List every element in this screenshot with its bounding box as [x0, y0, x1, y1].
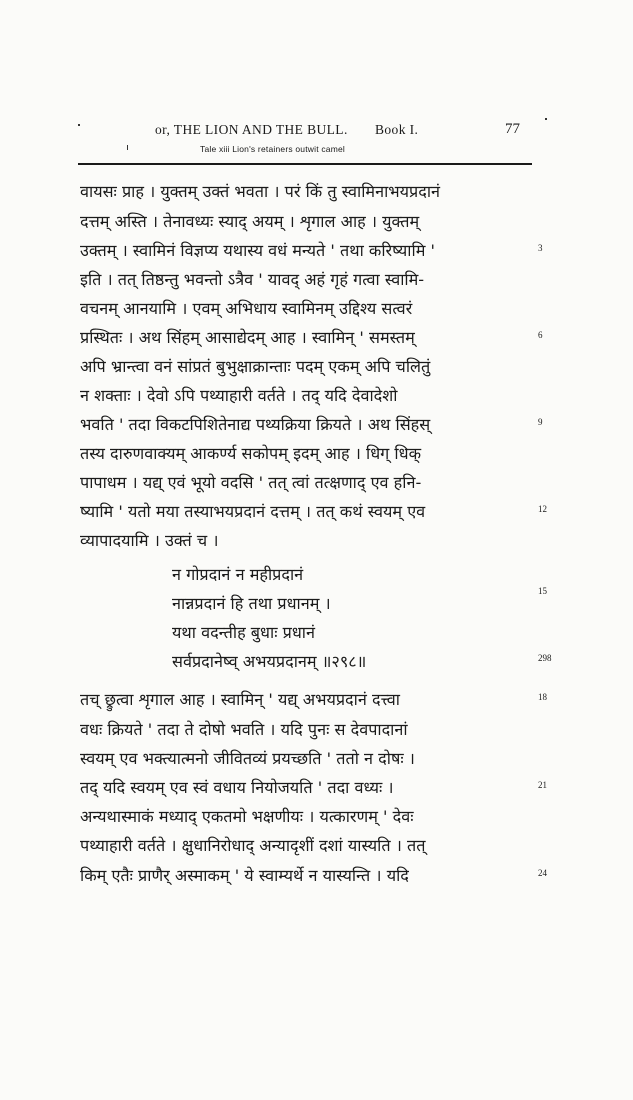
text-line: प्रस्थितः । अथ सिंहम् आसाद्येदम् आह । स्वामिन् ' समस्तम् — [80, 328, 415, 347]
text-line: वधः क्रियते ' तदा ते दोषो भवति । यदि पुनः स देवपादानां — [80, 720, 408, 739]
text-line: अन्यथास्माकं मध्याद् एकतमो भक्षणीयः । यत्कारणम् ' देवः — [80, 807, 414, 826]
text-line: तस्य दारुणवाक्यम् आकर्ण्य सकोपम् इदम् आह । धिग् धिक् — [80, 444, 422, 463]
text-line: भवति ' तदा विकटपिशितेनाद्य पथ्यक्रिया क्रियते । अथ सिंहस् — [80, 415, 431, 434]
text-line: पापाधम । यद्य् एवं भूयो वदसि ' तत् त्वां तत्क्षणाद् एव हनि- — [80, 473, 422, 492]
running-title: or, THE LION AND THE BULL. — [155, 122, 348, 137]
text-line: ष्यामि ' यतो मया तस्याभयप्रदानं दत्तम् । तत् कथं स्वयम् एव — [80, 502, 426, 521]
margin-verse-number: 298 — [538, 653, 552, 663]
tale-subheading: Tale xiii Lion's retainers outwit camel — [200, 144, 346, 154]
text-line: वायसः प्राह । युक्तम् उक्तं भवता । परं किं तु स्वामिनाभयप्रदानं — [80, 182, 441, 201]
margin-line-number: 6 — [538, 330, 543, 340]
stray-mark — [127, 145, 128, 150]
margin-line-number: 12 — [538, 504, 547, 514]
verse-line: नान्नप्रदानं हि तथा प्रधानम् । — [172, 594, 331, 613]
margin-line-number: 9 — [538, 417, 543, 427]
text-line: इति । तत् तिष्ठन्तु भवन्तो ऽत्रैव ' यावद् अहं गृहं गत्वा स्वामि- — [80, 270, 425, 289]
text-line: तच् छ्रुत्वा शृगाल आह । स्वामिन् ' यद्य् अभयप्रदानं दत्त्वा — [80, 690, 401, 709]
text-line: किम् एतैः प्राणैर् अस्माकम् ' ये स्वाम्यर्थे न यास्यन्ति । यदि — [80, 866, 409, 885]
text-line: दत्तम् अस्ति । तेनावध्यः स्याद् अयम् । शृगाल आह । युक्तम् — [80, 212, 420, 231]
text-line: वचनम् आनयामि । एवम् अभिधाय स्वामिनम् उद्दिश्य सत्वरं — [80, 299, 413, 318]
verse-line: न गोप्रदानं न महीप्रदानं — [172, 565, 304, 584]
margin-line-number: 3 — [538, 243, 543, 253]
page-number: 77 — [505, 121, 520, 137]
running-header — [155, 122, 555, 138]
margin-line-number: 24 — [538, 868, 547, 878]
stray-mark — [545, 118, 547, 120]
stray-mark — [78, 124, 80, 126]
text-line: व्यापादयामि । उक्तं च । — [80, 531, 219, 550]
text-line: उक्तम् । स्वामिनं विज्ञप्य यथास्य वधं मन्यते ' तथा करिष्यामि ' — [80, 241, 435, 260]
text-line: स्वयम् एव भक्त्यात्मनो जीवितव्यं प्रयच्छति ' ततो न दोषः । — [80, 749, 415, 768]
verse-line: यथा वदन्तीह बुधाः प्रधानं — [172, 623, 315, 642]
margin-line-number: 15 — [538, 586, 547, 596]
margin-line-number: 18 — [538, 692, 547, 702]
text-line: तद् यदि स्वयम् एव स्वं वधाय नियोजयति ' तदा वध्यः । — [80, 778, 394, 797]
margin-line-number: 21 — [538, 780, 547, 790]
text-line: पथ्याहारी वर्तते । क्षुधानिरोधाद् अन्यादृशीं दशां यास्यति । तत् — [80, 836, 426, 855]
header-rule — [78, 163, 532, 165]
verse-line: सर्वप्रदानेष्व् अभयप्रदानम् ॥२९८॥ — [172, 652, 367, 671]
text-line: न शक्ताः । देवो ऽपि पथ्याहारी वर्तते । तद् यदि देवादेशो — [80, 386, 398, 405]
book-label: Book I. — [375, 122, 419, 137]
text-line: अपि भ्रान्त्वा वनं सांप्रतं बुभुक्षाक्रान्ताः पदम् एकम् अपि चलितुं — [80, 357, 431, 376]
